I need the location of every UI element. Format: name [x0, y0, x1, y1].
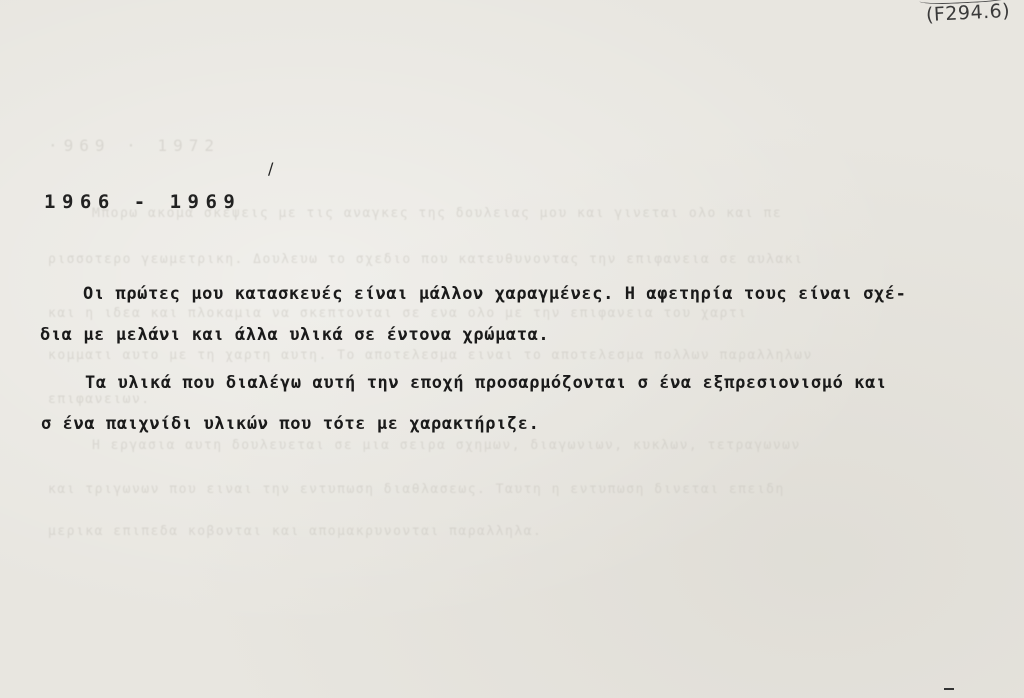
bleed-through-text: Μπορω ακομα σκεψεις με τις αναγκες της δουλειας μου και γινεται ολο και πε [92, 206, 783, 221]
bleed-through-text: και τριγωνων που ειναι την εντυπωση διαθλασεως. Ταυτη η εντυπωση δινεται επειδη [48, 482, 785, 497]
bleed-through-text: Η εργασια αυτη δουλευεται σε μια σειρα σχημων, διαγωνιων, κυκλων, τετραγωνων [92, 438, 801, 453]
heading-years: 1966 - 1969 [44, 191, 242, 213]
bleed-through-text: μερικα επιπεδα κοβονται και απομακρυνονται παραλληλα. [48, 524, 543, 539]
bleed-through-text: ρισσοτερο γεωμετρικη. Δουλευω το σχεδιο που κατευθυνοντας την επιφανεια σε αυλακι [48, 252, 804, 267]
paragraph1-line1: Οι πρώτες μου κατασκευές είναι μάλλον χαραγμένες. Η αφετηρία τους είναι σχέ- [83, 284, 907, 304]
bleed-through-text: και η ιδεα και πλοκαμια να σκεπτονται σε ενα ολο με την επιφανεια του χαρτι [48, 306, 748, 321]
stray-mark: / [268, 159, 274, 178]
bleed-through-text: κομματι αυτο με τη χαρτη αυτη. Το αποτελεσμα ειναι το αποτελεσμα πολλων παραλληλων [48, 348, 813, 363]
margin-mark [944, 688, 954, 690]
paragraph2-line1: Τα υλικά που διαλέγω αυτή την εποχή προσαρμόζονται σ ένα εξπρεσιονισμό και [85, 373, 887, 393]
bleed-through-text: επιφανειων. [48, 392, 151, 407]
paragraph2-line2: σ ένα παιχνίδι υλικών που τότε με χαρακτήριζε. [41, 414, 540, 434]
archive-reference: (F294.6) [925, 0, 1011, 27]
bleed-through-text: ·969 · 1972 [48, 136, 220, 155]
paragraph1-line2: δια με μελάνι και άλλα υλικά σε έντονα χρώματα. [40, 325, 550, 345]
